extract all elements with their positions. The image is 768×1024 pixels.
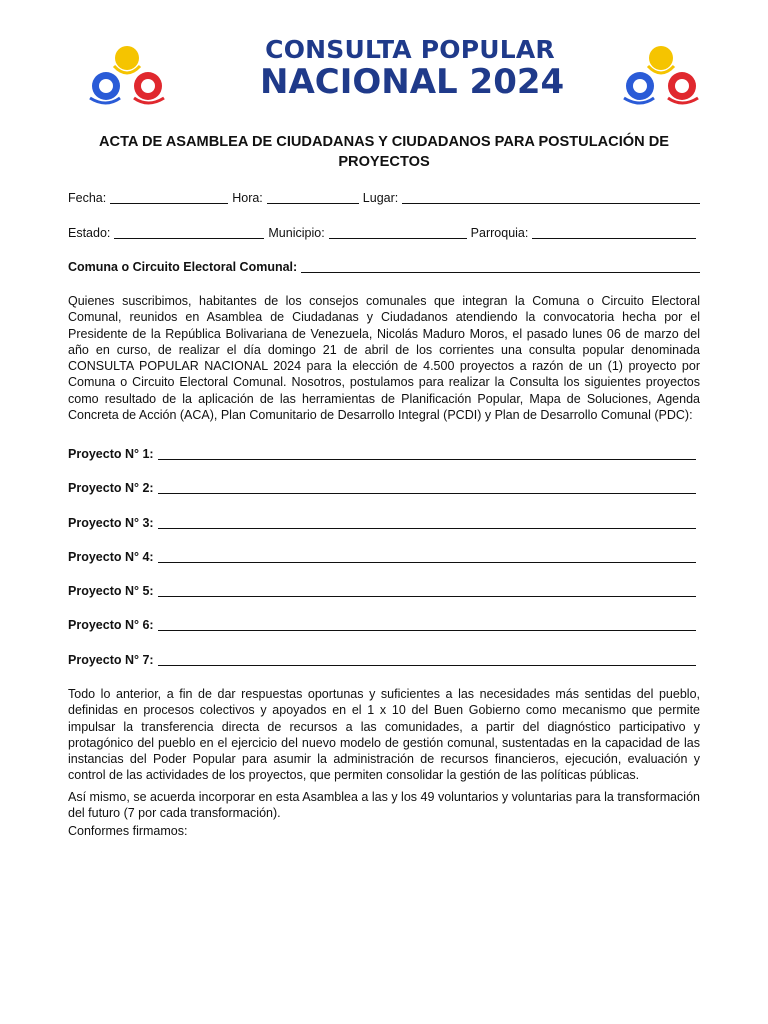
project-row (68, 652, 696, 668)
project-row (68, 480, 696, 496)
brand-line-1: CONSULTA POPULAR (265, 35, 555, 64)
parroquia-label: Parroquia: (470, 226, 529, 240)
brand-line-2: NACIONAL 2024 (260, 62, 565, 102)
project-blank[interactable] (158, 653, 696, 666)
project-blank[interactable] (158, 550, 696, 563)
estado-label: Estado: (68, 226, 111, 240)
location-row (68, 225, 700, 241)
lugar-label: Lugar: (362, 191, 399, 205)
project-blank[interactable] (158, 516, 696, 529)
comuna-label: Comuna o Circuito Electoral Comunal: (68, 260, 298, 274)
project-row (68, 446, 696, 462)
project-label: Proyecto N° 1: (68, 447, 154, 461)
consulta-logo-right (618, 42, 704, 108)
project-label: Proyecto N° 2: (68, 481, 154, 495)
municipio-label: Municipio: (268, 226, 325, 240)
closing-paragraph: Todo lo anterior, a fin de dar respuestas oportunas y suficientes a las necesidades más sentidas del pueblo, definidas en procesos colectivos y apoyados en el 1 x 10 del Buen Gobierno como mecanismo que permite impulsar la transferencia directa de recursos a las comunidades, a partir del diagnóstico participativo y protagónico del pueblo en el ejercicio del nuevo modelo de gestión comunal, sustentadas en la capacidad de las instancias del Poder Popular para asumir la administración de recursos financieros, ejecución, evaluación y control de las actividades de los proyectos, que permiten consolidar la gestión de las políticas públicas. (68, 687, 700, 783)
project-blank[interactable] (158, 618, 696, 631)
comuna-row (68, 259, 700, 275)
hora-blank[interactable] (267, 191, 359, 204)
project-label: Proyecto N° 3: (68, 516, 154, 530)
project-row (68, 515, 696, 531)
consulta-logo-left (84, 42, 170, 108)
comuna-blank[interactable] (301, 260, 700, 273)
brand-wordmark (260, 35, 565, 102)
municipio-blank[interactable] (329, 226, 467, 239)
project-row (68, 583, 696, 599)
hora-label: Hora: (232, 191, 263, 205)
project-label: Proyecto N° 4: (68, 550, 154, 564)
lugar-blank[interactable] (402, 191, 700, 204)
project-label: Proyecto N° 6: (68, 618, 154, 632)
project-blank[interactable] (158, 584, 696, 597)
parroquia-blank[interactable] (532, 226, 696, 239)
project-row (68, 617, 696, 633)
project-label: Proyecto N° 5: (68, 584, 154, 598)
signoff-text: Conformes firmamos: (68, 824, 188, 838)
fecha-label: Fecha: (68, 191, 107, 205)
project-label: Proyecto N° 7: (68, 653, 154, 667)
project-blank[interactable] (158, 481, 696, 494)
fecha-blank[interactable] (110, 191, 228, 204)
date-time-place-row (68, 190, 700, 206)
document-title: ACTA DE ASAMBLEA DE CIUDADANAS Y CIUDADANOS PARA POSTULACIÓN DE PROYECTOS (99, 134, 669, 170)
intro-paragraph: Quienes suscribimos, habitantes de los consejos comunales que integran la Comuna o Circuito Electoral Comunal, reunidos en Asamblea de Ciudadanas y Ciudadanos atendiendo la convocatoria hecha por el Presidente de la República Bolivariana de Venezuela, Nicolás Maduro Moros, el pasado lunes 06 de marzo del año en curso, de realizar el día domingo 21 de abril de los corrientes una consulta popular denominada CONSULTA POPULAR NACIONAL 2024 para la elección de 4.500 proyectos a razón de un (1) proyecto por Comuna o Circuito Electoral Comunal. Nosotros, postulamos para realizar la Consulta los siguientes proyectos como resultado de la aplicación de las herramientas de Planificación Popular, Mapa de Soluciones, Agenda Concreta de Acción (ACA), Plan Comunitario de Desarrollo Integral (PCDI) y Plan de Desarrollo Comunal (PDC): (68, 294, 700, 423)
project-blank[interactable] (158, 447, 696, 460)
volunteers-paragraph: Así mismo, se acuerda incorporar en esta Asamblea a las y los 49 voluntarios y voluntarias para la transformación del futuro (7 por cada transformación). (68, 790, 700, 821)
estado-blank[interactable] (114, 226, 264, 239)
project-row (68, 549, 696, 565)
